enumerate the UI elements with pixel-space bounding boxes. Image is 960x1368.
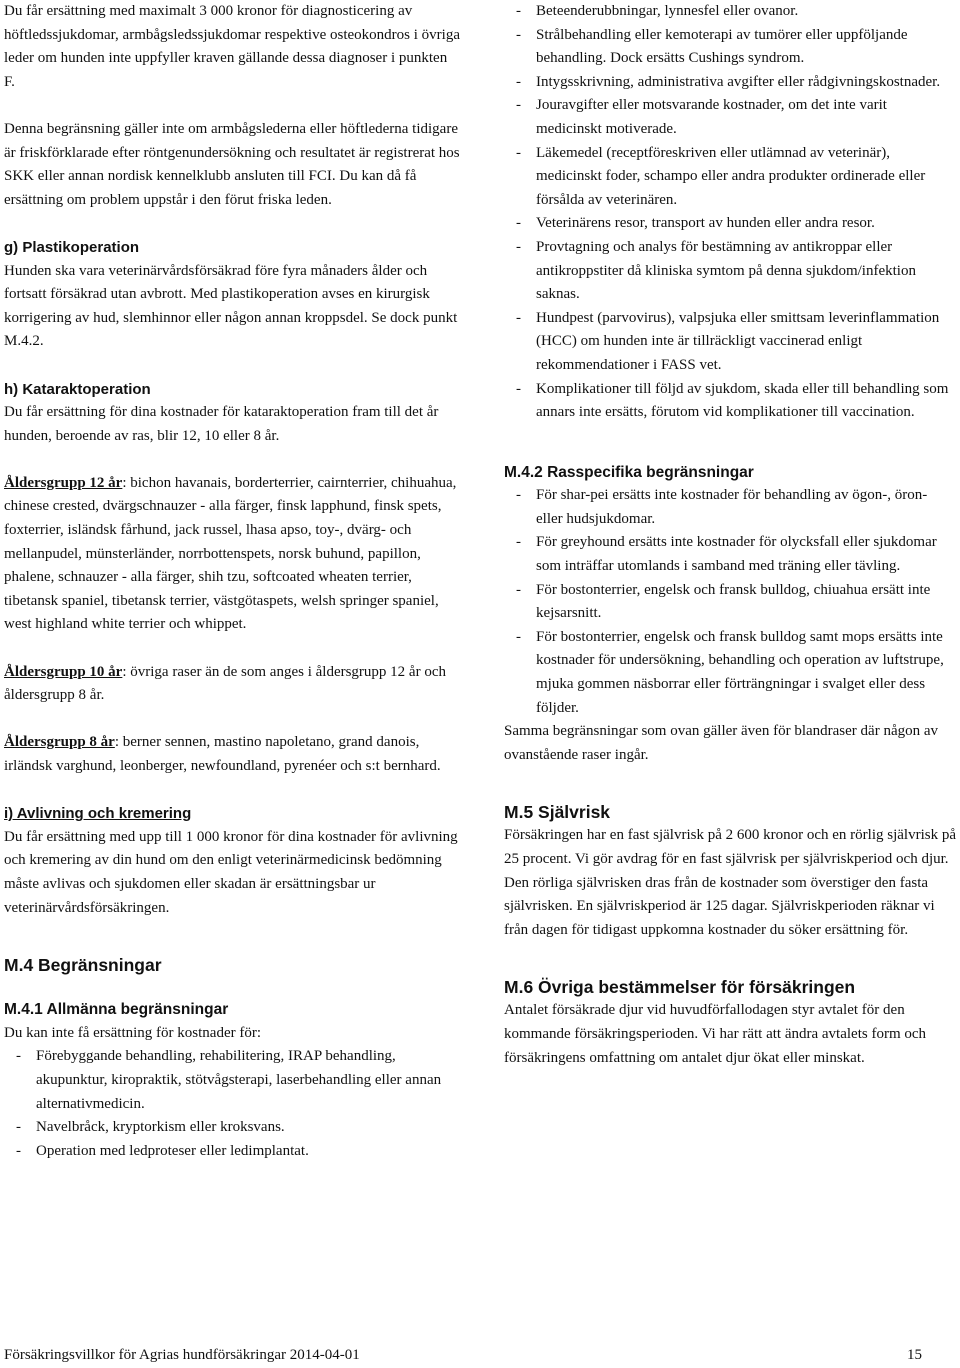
m41-list-continued	[504, 0, 956, 425]
list-item: - För bostonterrier, engelsk och fransk bulldog, chiuahua ersätt inte kejsarsnitt.	[504, 579, 956, 626]
m6-heading: M.6 Övriga bestämmelser för försäkringen	[504, 977, 856, 998]
m41-list	[4, 1045, 460, 1163]
page-footer	[4, 1346, 922, 1364]
section-g-heading: g) Plastikoperation	[4, 238, 140, 256]
age-group-8-label: Åldersgrupp 8 år	[4, 734, 115, 751]
section-h-body: Du får ersättning för dina kostnader för kataraktoperation fram till det år hunden, beroende av ras, blir 12, 10 eller 8 år.	[4, 404, 439, 444]
age-group-8	[4, 731, 460, 778]
m42-heading: M.4.2 Rasspecifika begränsningar	[504, 463, 754, 481]
page-number: 15	[907, 1347, 922, 1363]
intro-paragraph-2: Denna begränsning gäller inte om armbågslederna eller höftlederna tidigare är friskförklarade efter röntgenundersökning och resultatet är registrerat hos SKK eller annan nordisk kennelklubb ansluten till FCI. Du kan då få ersättning om problem uppstår i den förut friska leden.	[4, 120, 460, 208]
m41-heading: M.4.1 Allmänna begränsningar	[4, 1001, 229, 1019]
list-item: - För shar-pei ersätts inte kostnader för behandling av ögon-, öron- eller hudsjukdomar.	[504, 484, 956, 531]
right-column	[504, 0, 956, 1070]
section-i-body: Du får ersättning med upp till 1 000 kronor för dina kostnader för avlivning och kremering av din hund om den enligt veterinärmedicinsk bedömning måste avlivas och sjukdomen eller skadan är ersättningsbar ur veterinärvårdsförsäkringen.	[4, 828, 458, 916]
section-i-heading: i) Avlivning och kremering	[4, 805, 192, 823]
age-group-10-label: Åldersgrupp 10 år	[4, 663, 123, 680]
age-group-10-text: : övriga raser än de som anges i åldersgrupp 12 år och åldersgrupp 8 år.	[4, 663, 446, 704]
list-item: - Beteenderubbningar, lynnesfel eller ovanor.	[504, 0, 956, 24]
age-group-12-label: Åldersgrupp 12 år	[4, 474, 123, 491]
m42-after: Samma begränsningar som ovan gäller även för blandraser där någon av ovanstående raser ingår.	[504, 723, 939, 763]
m5-heading: M.5 Självrisk	[504, 802, 611, 823]
list-item: - Provtagning och analys för bestämning av antikroppar eller antikroppstiter då kliniska symtom på denna sjukdom/infektion saknas.	[504, 236, 956, 307]
age-group-8-text: : berner sennen, mastino napoletano, grand danois, irländsk varghund, leonberger, newfoundland, pyrenéer och s:t bernhard.	[4, 734, 441, 774]
m5-body: Försäkringen har en fast självrisk på 2 600 kronor och en rörlig självrisk på 25 procent. Vi gör avdrag för en fast självrisk per självriskperiod och djur. Den rörliga självrisken dras från de kostnader som överstiger den fasta självrisken. En självriskperiod är 125 dagar. Självriskperioden räknar vi från dagen för tidigast uppkomna kostnader du söker ersättning för.	[504, 827, 956, 938]
list-item: - Förebyggande behandling, rehabilitering, IRAP behandling, akupunktur, kiropraktik, stötvågsterapi, laserbehandling eller annan alternativmedicin.	[4, 1045, 460, 1116]
list-item: - Komplikationer till följd av sjukdom, skada eller till behandling som annars inte ersätts, förutom vid komplikationer till vaccination.	[504, 378, 956, 425]
list-item: - För bostonterrier, engelsk och fransk bulldog samt mops ersätts inte kostnader för undersökning, behandling och operation av luftstrupe, mjuka gommen näsborrar eller förträngningar i svalget eller dess följder.	[504, 626, 956, 720]
list-item: - Operation med ledproteser eller ledimplantat.	[4, 1140, 460, 1164]
intro-paragraph-1: Du får ersättning med maximalt 3 000 kronor för diagnosticering av höftledssjukdomar, armbågsledssjukdomar respektive osteokondros i övriga leder om hunden inte uppfyller kraven gällande dessa diagnoser i punkten F.	[4, 3, 460, 90]
list-item: - Läkemedel (receptföreskriven eller utlämnad av veterinär), medicinskt foder, schampo eller andra produkter ordinerade eller försålda av veterinären.	[504, 142, 956, 213]
list-item: - Jouravgifter eller motsvarande kostnader, om det inte varit medicinskt motiverade.	[504, 94, 956, 141]
list-item: - Hundpest (parvovirus), valpsjuka eller smittsam leverinflammation (HCC) om hunden inte är tillräckligt vaccinerad enligt rekommendationer i FASS vet.	[504, 307, 956, 378]
m4-heading: M.4 Begränsningar	[4, 955, 162, 976]
section-g-body: Hunden ska vara veterinärvårdsförsäkrad före fyra månaders ålder och fortsatt försäkrad utan avbrott. Med plastikoperation avses en kirurgisk korrigering av hud, slemhinnor eller någon annan kroppsdel. Se dock punkt M.4.2.	[4, 262, 458, 350]
list-item: - Veterinärens resor, transport av hunden eller andra resor.	[504, 212, 956, 236]
age-group-12-text: : bichon havanais, borderterrier, cairnterrier, chihuahua, chinese crested, dvärgschnauzer - alla färger, finsk lapphund, finsk spets, foxterrier, isländsk fårhund, jack russel, lhasa apso, toy-, dvärg- och mellanpudel, münsterländer, norrbottenspets, norsk buhund, papillon, phalene, schnauzer - alla färger, shih tzu, softcoated wheaten terrier, tibetansk spaniel, tibetansk terrier, västgötaspets, welsh springer spaniel, west highland white terrier och whippet.	[4, 474, 457, 633]
list-item: - Strålbehandling eller kemoterapi av tumörer eller uppföljande behandling. Dock ersätts Cushings syndrom.	[504, 24, 956, 71]
footer-text: Försäkringsvillkor för Agrias hundförsäkringar 2014-04-01	[4, 1347, 360, 1363]
section-h-heading: h) Kataraktoperation	[4, 380, 151, 398]
left-column	[4, 0, 460, 1163]
m41-intro: Du kan inte få ersättning för kostnader för:	[4, 1024, 261, 1041]
list-item: - Intygsskrivning, administrativa avgifter eller rådgivningskostnader.	[504, 71, 956, 95]
m42-list	[504, 484, 956, 720]
list-item: - För greyhound ersätts inte kostnader för olycksfall eller sjukdomar som inträffar utomlands i samband med träning eller tävling.	[504, 531, 956, 578]
list-item: - Navelbråck, kryptorkism eller kroksvans.	[4, 1116, 460, 1140]
m6-body: Antalet försäkrade djur vid huvudförfallodagen styr avtalet för den kommande försäkringsperioden. Vi har rätt att ändra avtalets form och försäkringens omfattning om antalet djur ökat eller minskat.	[504, 1002, 927, 1066]
age-group-12	[4, 472, 460, 637]
age-group-10	[4, 661, 460, 708]
